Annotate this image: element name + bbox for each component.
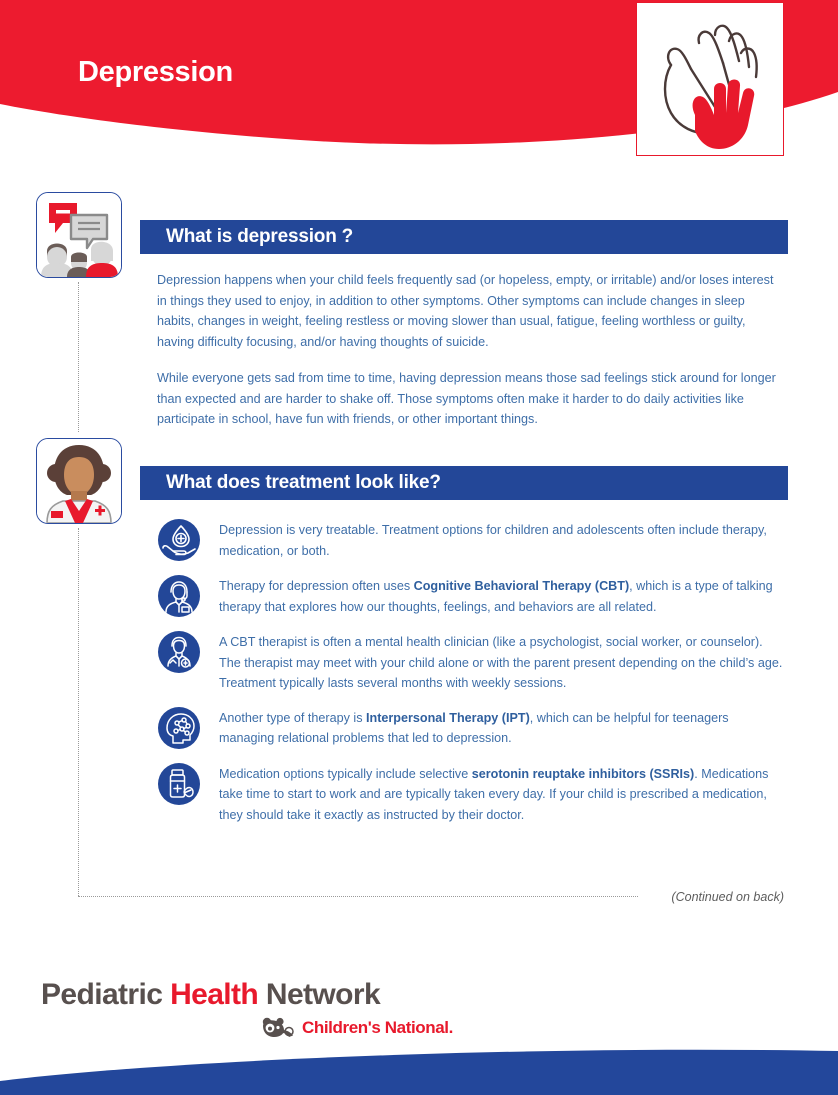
list-item-text: Depression is very treatable. Treatment options for children and adolescents often include therapy, medication, or both. [219, 523, 767, 558]
list-item-text: A CBT therapist is often a mental health clinician (like a psychologist, social worker, or counselor). The therapist may meet with your child alone or with the parent present depending on the child’s age. Treatment typically lasts several months with weekly sessions. [219, 635, 783, 690]
paragraph: Depression happens when your child feels frequently sad (or hopeless, empty, or irritable) and/or loses interest in things they used to enjoy, in addition to other symptoms. Other symptoms can include changes in sleep habits, changes in weight, feeling restless or moving slower than usual, fatigue, feeling worthless or guilty, having difficulty focusing, and/or having thoughts of suicide. [157, 273, 774, 349]
family-speech-bubbles-icon [36, 192, 122, 278]
connector-line-bottom [78, 896, 638, 897]
wordmark-part-1: Pediatric [41, 978, 171, 1011]
list-item-text: Medication options typically include selective serotonin reuptake inhibitors (SSRIs). Medications take time to start to work and are typically taken every day. If your child is prescribed a medication, they should take it exactly as instructed by their doctor. [219, 766, 769, 822]
list-item [157, 706, 787, 750]
wordmark-part-2: Network [258, 978, 381, 1011]
paragraph: While everyone gets sad from time to time, having depression means those sad feelings stick around for longer than expected and are harder to shake off. Those symptoms often make it harder to do daily activities like participate in school, have fun with friends, or other important things. [157, 371, 776, 426]
treatment-bullet-list [157, 518, 787, 837]
wordmark-accent: Health [170, 978, 259, 1011]
section-heading-text-1: What is depression ? [166, 226, 354, 247]
list-item [157, 518, 787, 562]
list-item [157, 762, 787, 826]
connector-line-upper [78, 282, 79, 432]
childrens-national-text: Children's National. [302, 1018, 453, 1037]
section-heading-text-2: What does treatment look like? [166, 472, 441, 493]
list-item [157, 574, 787, 618]
page-title: Depression [78, 56, 233, 88]
phn-wordmark [41, 978, 380, 1012]
head-network-icon [157, 706, 201, 750]
medicine-bottle-pills-icon [157, 762, 201, 806]
section-heading-bar-1 [140, 220, 788, 254]
continued-note: (Continued on back) [663, 890, 784, 904]
clinician-session-icon [157, 630, 201, 674]
two-hands-icon [636, 2, 784, 156]
section-heading-bar-2 [140, 466, 788, 500]
connector-line-lower [78, 528, 79, 896]
footer-banner [0, 1025, 838, 1095]
doctor-icon [36, 438, 122, 524]
list-item-text: Another type of therapy is Interpersonal Therapy (IPT), which can be helpful for teenagers managing relational problems that led to depression. [219, 710, 729, 745]
therapist-person-icon [157, 574, 201, 618]
hand-holding-droplet-icon [157, 518, 201, 562]
section-body-1 [157, 270, 779, 430]
list-item-text: Therapy for depression often uses Cognitive Behavioral Therapy (CBT), which is a type of talking therapy that explores how our thoughts, feelings, and behaviors are all related. [219, 579, 773, 614]
list-item [157, 630, 787, 694]
